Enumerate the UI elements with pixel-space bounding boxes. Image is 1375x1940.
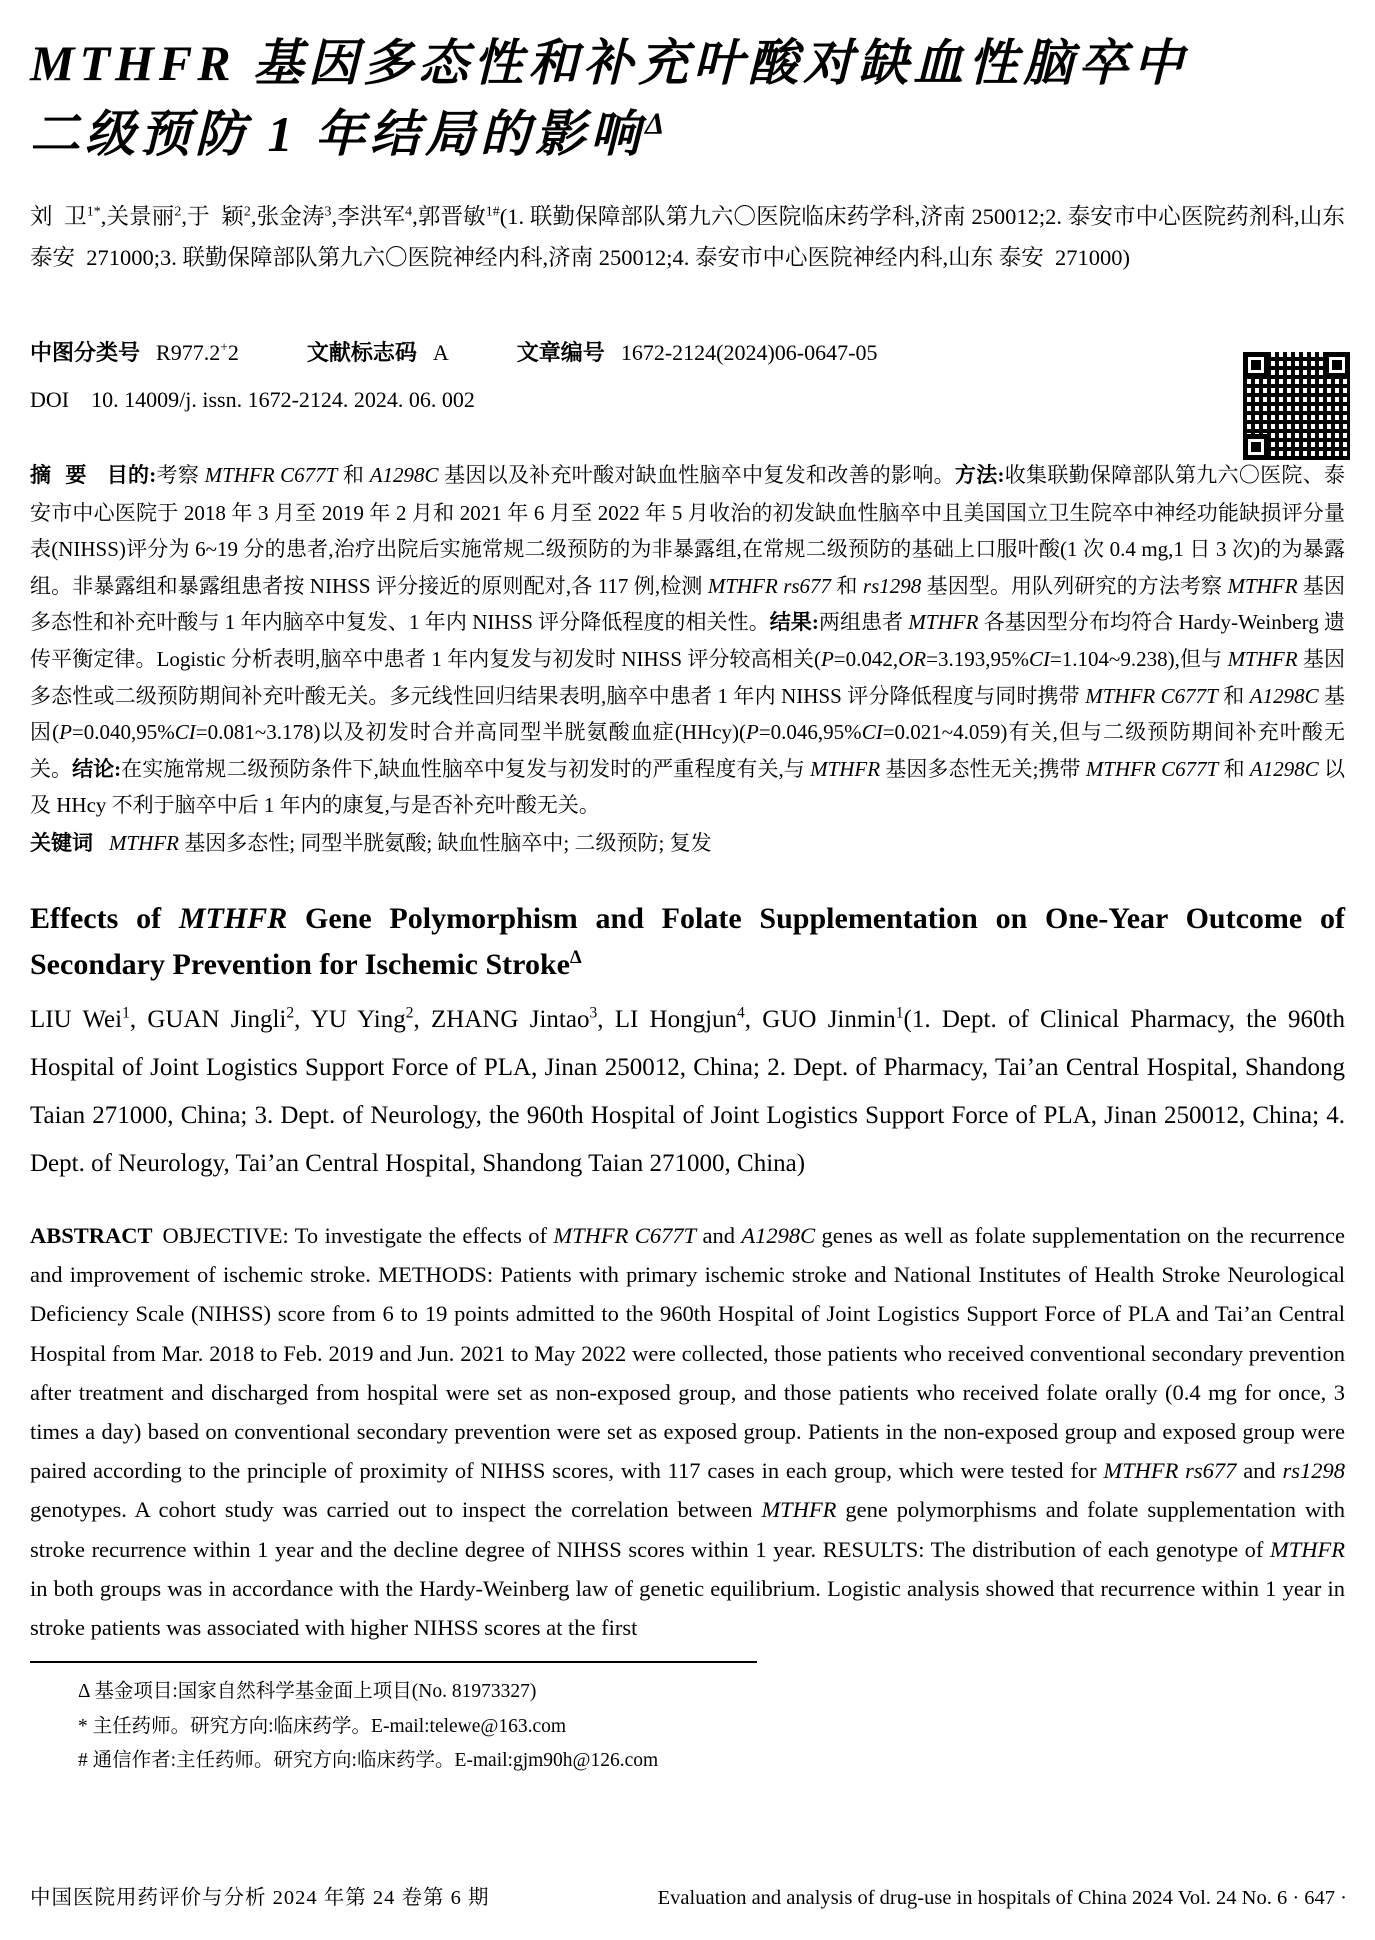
clc-label: 中图分类号 <box>30 340 141 365</box>
keywords-cn-text: MTHFR 基因多态性; 同型半胱氨酸; 缺血性脑卒中; 二级预防; 复发 <box>109 830 712 855</box>
abstract-en-text: OBJECTIVE: To investigate the effects of MTHFR C677T and A1298C genes as well as folate supplementation on the recurrence and improvement of ischemic stroke. METHODS: Patients with primary ischemic stroke and National Institutes of Health Stroke Neurological Deficiency Scale (NIHSS) score from 6 to 19 points admitted to the 960th Hospital of Joint Logistics Support Force of PLA and Tai’an Central Hospital from Mar. 2018 to Feb. 2019 and Jun. 2021 to May 2022 were collected, those patients who received conventional secondary prevention after treatment and discharged from hospital were set as non-exposed group, and those patients who received folate orally (0.4 mg for once, 3 times a day) based on conventional secondary prevention were set as exposed group. Patients in the non-exposed group and exposed group were paired according to the principle of proximity of NIHSS scores, with 117 cases in each group, which were tested for MTHFR rs677 and rs1298 genotypes. A cohort study was carried out to inspect the correlation between MTHFR gene polymorphisms and folate supplementation with stroke recurrence within 1 year and the decline degree of NIHSS scores within 1 year. RESULTS: The distribution of each genotype of MTHFR in both groups was in accordance with the Hardy-Weinberg law of genetic equilibrium. Logistic analysis showed that recurrence within 1 year in stroke patients was associated with higher NIHSS scores at the first <box>30 1222 1345 1640</box>
footnote-corresponding-author: # 通信作者:主任药师。研究方向:临床药学。E-mail:gjm90h@126.com <box>78 1750 659 1772</box>
keywords-cn-label: 关键词 <box>30 831 93 855</box>
footnote-divider <box>30 1661 757 1663</box>
authors-affiliations-en: LIU Wei$^1$, GUAN Jingli$^2$, YU Ying$^2$, ZHANG Jintao$^3$, LI Hongjun$^4$, GUO Jinmin$^1$(1. Dept. of Clinical Pharmacy, the 960th Hospital of Joint Logistics Support Force of PLA, Jinan 250012, China; 2. Dept. of Pharmacy, Tai’an Central Hospital, Shandong Taian 271000, China; 3. Dept. of Neurology, the 960th Hospital of Joint Logistics Support Force of PLA, Jinan 250012, China; 4. Dept. of Neurology, Tai’an Central Hospital, Shandong Taian 271000, China) <box>30 1004 1345 1177</box>
article-id-label: 文章编号 <box>516 340 605 365</box>
abstract-cn-text: 目的:考察 MTHFR C677T 和 A1298C 基因以及补充叶酸对缺血性脑卒中复发和改善的影响。方法:收集联勤保障部队第九六〇医院、泰安市中心医院于 2018 年 3 月至 2019 年 2 月和 2021 年 6 月至 2022 年 5 月收治的初发缺血性脑卒中且美国国立卫生院卒中神经功能缺损评分量表(NIHSS)评分为 6~19 分的患者,治疗出院后实施常规二级预防的为非暴露组,在常规二级预防的基础上口服叶酸(1 次 0.4 mg,1 日 3 次)的为暴露组。非暴露组和暴露组患者按 NIHSS 评分接近的原则配对,各 117 例,检测 MTHFR rs677 和 rs1298 基因型。用队列研究的方法考察 MTHFR 基因多态性和补充叶酸与 1 年内脑卒中复发、1 年内 NIHSS 评分降低程度的相关性。结果:两组患者 MTHFR 各基因型分布均符合 Hardy-Weinberg 遗传平衡定律。Logistic 分析表明,脑卒中患者 1 年内复发与初发时 NIHSS 评分较高相关(P=0.042,OR=3.193,95%CI=1.104~9.238),但与 MTHFR 基因多态性或二级预防期间补充叶酸无关。多元线性回归结果表明,脑卒中患者 1 年内 NIHSS 评分降低程度与同时携带 MTHFR C677T 和 A1298C 基因(P=0.040,95%CI=0.081~3.178)以及初发时合并高同型半胱氨酸血症(HHcy)(P=0.046,95%CI=0.021~4.059)有关,但与二级预防期间补充叶酸无关。结论:在实施常规二级预防条件下,缺血性脑卒中复发与初发时的严重程度有关,与 MTHFR 基因多态性无关;携带 MTHFR C677T 和 A1298C 以及 HHcy 不利于脑卒中后 1 年内的康复,与是否补充叶酸无关。 <box>30 463 1346 818</box>
journal-citation-en: Evaluation and analysis of drug-use in hospitals of China 2024 Vol. 24 No. 6 <box>657 1887 1288 1909</box>
qr-finder-top-right-icon <box>1324 352 1350 378</box>
authors-affiliations-cn: 刘 卫$^{1*}$,关景丽$^2$,于 颖$^2$,张金涛$^3$,李洪军$^4$,郭晋敏$^{1\#}$(1. 联勤保障部队第九六〇医院临床药学科,济南 250012;2. 泰安市中心医院药剂科,山东 泰安 271000;3. 联勤保障部队第九六〇医院神经内科,济南 250012;4. 泰安市中心医院神经内科,山东 泰安 271000) <box>30 204 1345 270</box>
article-meta-row <box>30 336 1345 367</box>
document-code <box>307 336 449 367</box>
abstract-en <box>30 1216 1345 1647</box>
article-id-value: 1672-2124(2024)06-0647-05 <box>620 340 878 365</box>
footnote-fund-project: Δ 基金项目:国家自然科学基金面上项目(No. 81973327) <box>78 1681 537 1703</box>
abstract-cn <box>30 457 1345 824</box>
doi-value: 10. 14009/j. issn. 1672-2124. 2024. 06. 002 <box>91 387 475 412</box>
footnote-first-author: * 主任药师。研究方向:临床药学。E-mail:telewe@163.com <box>78 1715 567 1737</box>
page-footer <box>30 1880 1347 1910</box>
qr-finder-top-left-icon <box>1243 352 1269 378</box>
clc-number <box>30 336 239 367</box>
document-code-value: A <box>432 340 449 365</box>
article-title-en: Effects of MTHFR Gene Polymorphism and Folate Supplementation on One-Year Outcome of Secondary Prevention for Ischemic Stroke$^\Delta$ <box>30 901 1345 981</box>
keywords-cn <box>30 825 1345 862</box>
article-title-cn: MTHFR 基因多态性和补充叶酸对缺血性脑卒中 二级预防 1 年结局的影响$^\Delta$ <box>30 35 1189 162</box>
footnotes <box>30 1675 1345 1779</box>
qr-code <box>1243 352 1350 460</box>
article-id <box>517 336 878 367</box>
qr-finder-bottom-left-icon <box>1243 434 1269 460</box>
doi-row <box>30 387 1345 413</box>
clc-value: R977.2+2 <box>156 339 239 365</box>
abstract-en-label: ABSTRACT <box>30 1222 153 1248</box>
journal-name-cn: 中国医院用药评价与分析 2024 年第 24 卷第 6 期 <box>30 1887 490 1909</box>
abstract-cn-label: 摘 要 <box>30 464 91 487</box>
document-code-label: 文献标志码 <box>306 340 417 365</box>
journal-name-en <box>658 1887 1347 1910</box>
doi-label: DOI <box>30 387 70 412</box>
page-number: · 647 · <box>1292 1887 1347 1909</box>
